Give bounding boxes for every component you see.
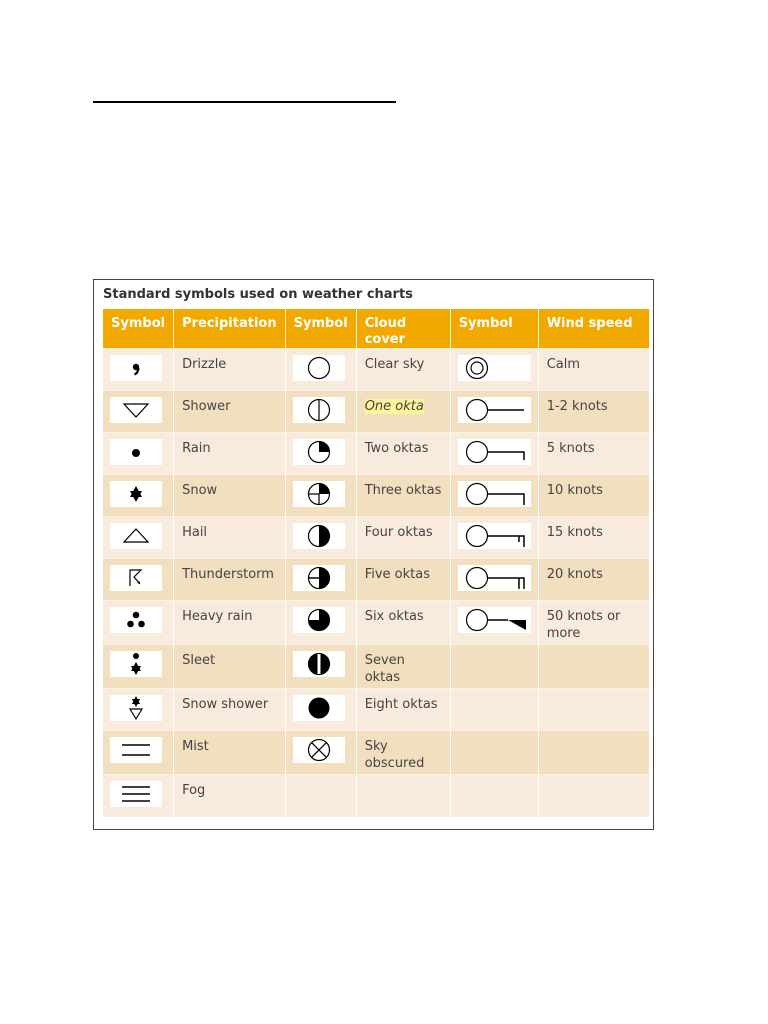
wind-1-2-knots-icon [458, 397, 531, 423]
cloud-label: Three oktas [356, 475, 450, 517]
precip-label: Snow shower [174, 689, 286, 731]
precip-label: Drizzle [174, 349, 286, 391]
cloud-label: Eight oktas [356, 689, 450, 731]
five-oktas-icon [293, 565, 345, 591]
heavy-rain-icon [110, 607, 162, 633]
precip-label: Thunderstorm [174, 559, 286, 601]
wind-5-knots-icon [458, 439, 531, 465]
wind-label: Calm [538, 349, 649, 391]
header-cloud-cover: Cloud cover [356, 309, 450, 349]
header-row [103, 309, 649, 349]
table-row [103, 349, 649, 391]
wind-label: 1-2 knots [538, 391, 649, 433]
cloud-label: Five oktas [356, 559, 450, 601]
table-row [103, 601, 649, 645]
hail-icon [110, 523, 162, 549]
rain-icon [110, 439, 162, 465]
four-oktas-icon [293, 523, 345, 549]
sleet-icon [110, 651, 162, 677]
wind-label: 10 knots [538, 475, 649, 517]
header-precipitation: Precipitation [174, 309, 286, 349]
precip-label: Rain [174, 433, 286, 475]
wind-label: 15 knots [538, 517, 649, 559]
eight-oktas-icon [293, 695, 345, 721]
cloud-label: Clear sky [356, 349, 450, 391]
precip-label: Sleet [174, 645, 286, 689]
header-symbol-2: Symbol [285, 309, 356, 349]
precip-label: Heavy rain [174, 601, 286, 645]
header-wind-speed: Wind speed [538, 309, 649, 349]
header-symbol-1: Symbol [103, 309, 174, 349]
wind-label: 50 knots or more [538, 601, 649, 645]
seven-oktas-icon [293, 651, 345, 677]
table-row [103, 645, 649, 689]
precip-label: Snow [174, 475, 286, 517]
snow-icon [110, 481, 162, 507]
cloud-label: Six oktas [356, 601, 450, 645]
wind-15-knots-icon [458, 523, 531, 549]
sky-obscured-icon [293, 737, 345, 763]
wind-50-knots-icon [458, 607, 531, 633]
table-row [103, 517, 649, 559]
table-row [103, 559, 649, 601]
wind-20-knots-icon [458, 565, 531, 591]
precip-label: Hail [174, 517, 286, 559]
precip-label: Mist [174, 731, 286, 775]
mist-icon [110, 737, 162, 763]
precip-label: Fog [174, 775, 286, 817]
weather-symbols-figure [93, 279, 654, 830]
table-row [103, 433, 649, 475]
table-row [103, 475, 649, 517]
two-oktas-icon [293, 439, 345, 465]
table-row [103, 775, 649, 817]
clear-sky-icon [293, 355, 345, 381]
top-rule [93, 101, 396, 103]
three-oktas-icon [293, 481, 345, 507]
thunderstorm-icon [110, 565, 162, 591]
table-row [103, 689, 649, 731]
shower-icon [110, 397, 162, 423]
calm-wind-icon [458, 355, 531, 381]
cloud-label: Seven oktas [356, 645, 450, 689]
weather-symbols-table [103, 309, 650, 817]
six-oktas-icon [293, 607, 345, 633]
fog-icon [110, 781, 162, 807]
cloud-label: Four oktas [356, 517, 450, 559]
table-caption: Standard symbols used on weather charts [103, 287, 413, 302]
wind-label: 5 knots [538, 433, 649, 475]
table-row [103, 731, 649, 775]
snow-shower-icon [110, 695, 162, 721]
one-okta-icon [293, 397, 345, 423]
cloud-label: Two oktas [356, 433, 450, 475]
drizzle-icon [110, 355, 162, 381]
cloud-label-highlighted: One okta [364, 399, 424, 414]
cloud-label: Sky obscured [356, 731, 450, 775]
header-symbol-3: Symbol [450, 309, 538, 349]
table-row [103, 391, 649, 433]
wind-label: 20 knots [538, 559, 649, 601]
wind-10-knots-icon [458, 481, 531, 507]
precip-label: Shower [174, 391, 286, 433]
